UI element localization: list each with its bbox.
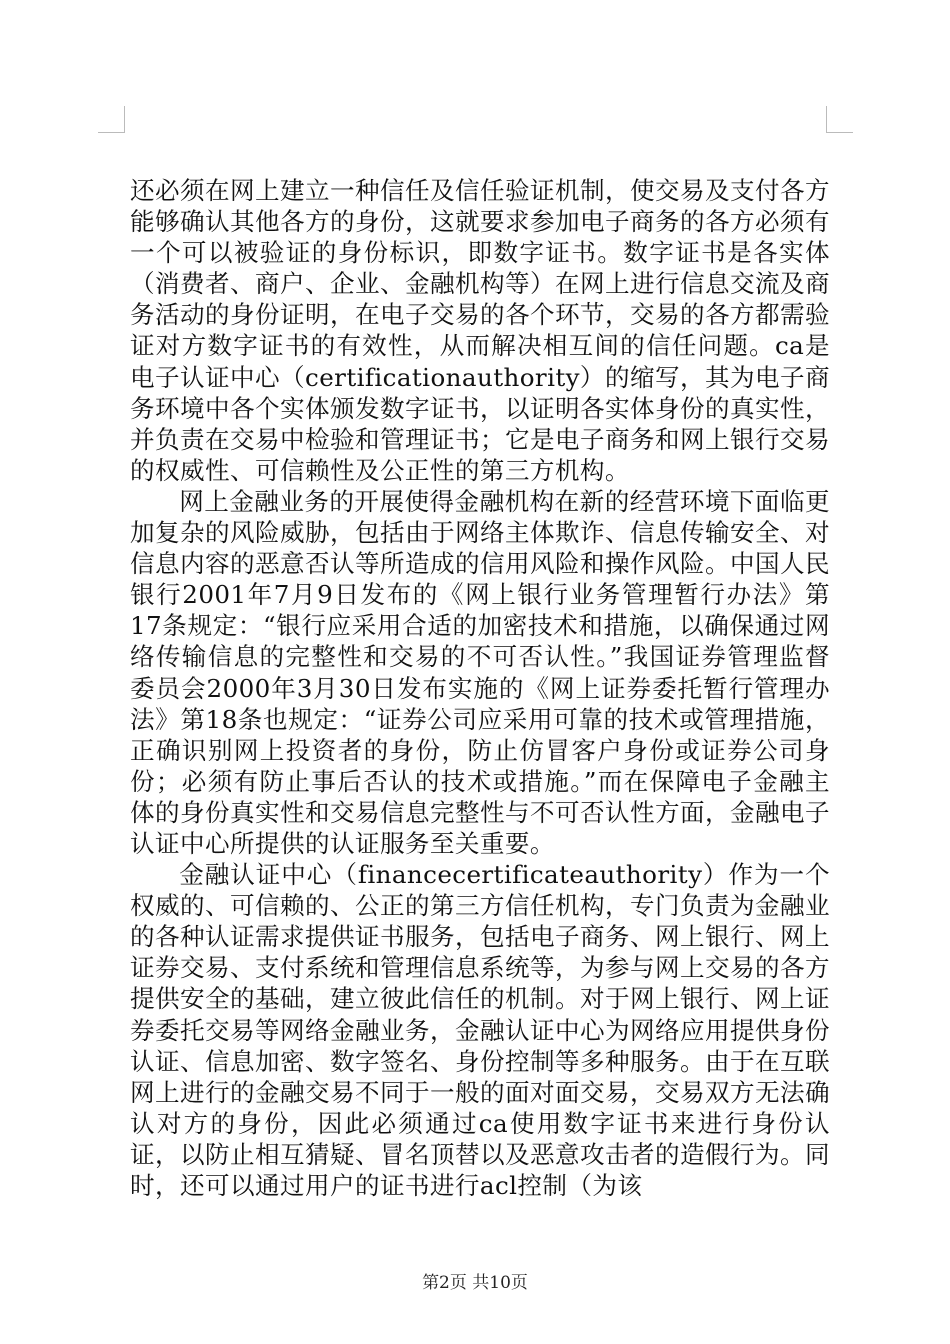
page-footer: 第2页 共10页	[422, 1273, 528, 1293]
paragraph-3: 金融认证中心（financecertificateauthority）作为一个权威的、可信赖的、公正的第三方信任机构，专门负责为金融业的各种认证需求提供证书服务，包括电子商务、网上银行、网上证券交易、支付系统和管理信息系统等，为参与网上交易的各方提供安全的基础，建立彼此信任的机制。对于网上银行、网上证券委托交易等网络金融业务，金融认证中心为网络应用提供身份认证、信息加密、数字签名、身份控制等多种服务。由于在互联网上进行的金融交易不同于一般的面对面交易，交易双方无法确认对方的身份，因此必须通过ca使用数字证书来进行身份认证，以防止相互猜疑、冒名顶替以及恶意攻击者的造假行为。同时，还可以通过用户的证书进行acl控制（为该	[130, 860, 830, 1200]
body-text	[130, 175, 830, 1201]
paragraph-1: 还必须在网上建立一种信任及信任验证机制，使交易及支付各方能够确认其他各方的身份，这就要求参加电子商务的各方必须有一个可以被验证的身份标识，即数字证书。数字证书是各实体（消费者、商户、企业、金融机构等）在网上进行信息交流及商务活动的身份证明，在电子交易的各个环节，交易的各方都需验证对方数字证书的有效性，从而解决相互间的信任问题。ca是电子认证中心（certificationauthority）的缩写，其为电子商务环境中各个实体颁发数字证书，以证明各实体身份的真实性，并负责在交易中检验和管理证书；它是电子商务和网上银行交易的权威性、可信赖性及公正性的第三方机构。	[130, 176, 830, 485]
crop-mark-top-left	[98, 106, 125, 133]
paragraph-2: 网上金融业务的开展使得金融机构在新的经营环境下面临更加复杂的风险威胁，包括由于网络主体欺诈、信息传输安全、对信息内容的恶意否认等所造成的信用风险和操作风险。中国人民银行2001年7月9日发布的《网上银行业务管理暂行办法》第17条规定：“银行应采用合适的加密技术和措施，以确保通过网络传输信息的完整性和交易的不可否认性。”我国证券管理监督委员会2000年3月30日发布实施的《网上证券委托暂行管理办法》第18条也规定：“证券公司应采用可靠的技术或管理措施，正确识别网上投资者的身份，防止仿冒客户身份或证券公司身份；必须有防止事后否认的技术或措施。”而在保障电子金融主体的身份真实性和交易信息完整性与不可否认性方面，金融电子认证中心所提供的认证服务至关重要。	[130, 486, 830, 858]
crop-mark-top-right	[826, 106, 853, 133]
